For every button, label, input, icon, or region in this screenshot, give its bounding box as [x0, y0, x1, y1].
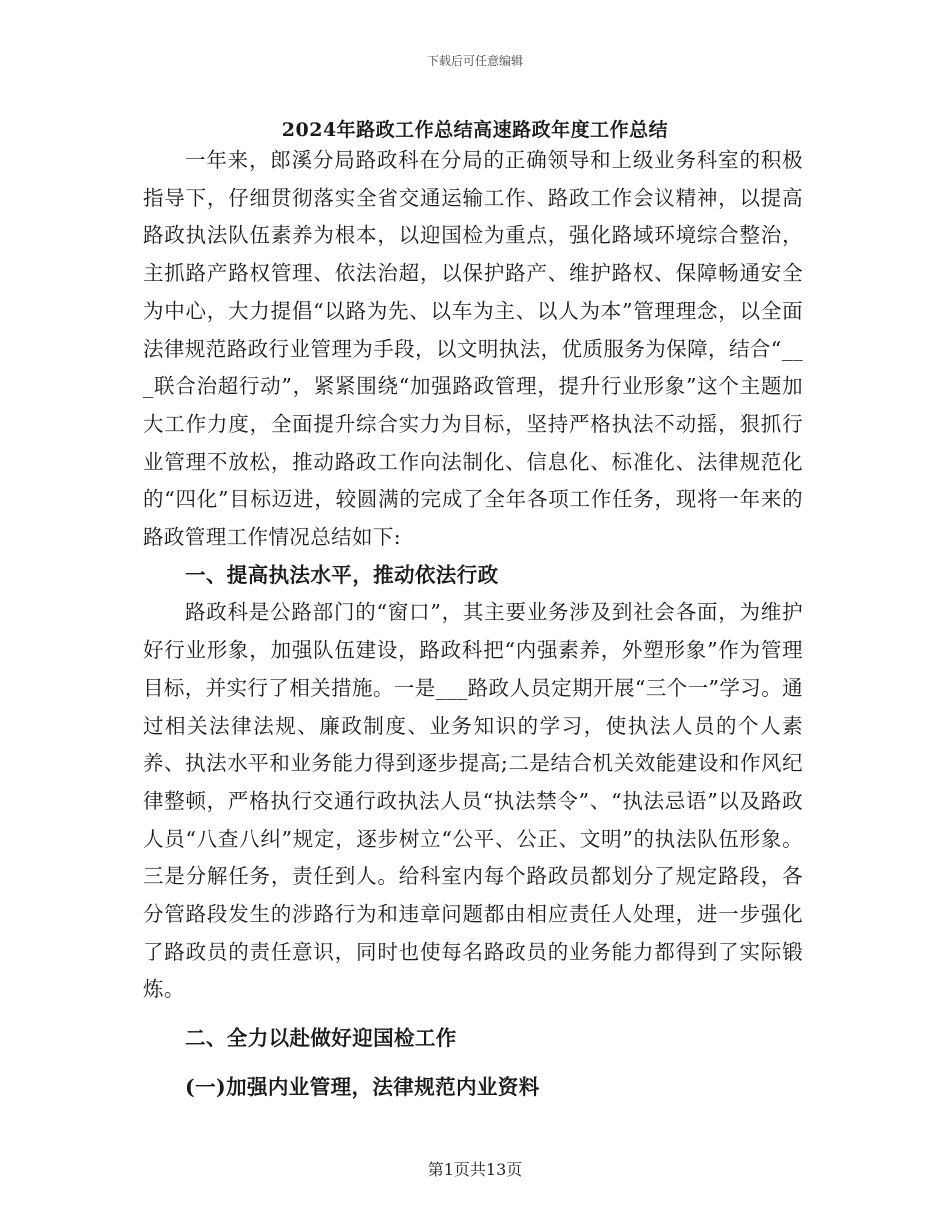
intro-paragraph: 一年来，郎溪分局路政科在分局的正确领导和上级业务科室的积极指导下，仔细贯彻落实全省交通运输工作、路政工作会议精神，以提高路政执法队伍素养为根本，以迎国检为重点，强化路域环境综合整治，主抓路产路权管理、依法治超，以保护路产、维护路权、保障畅通安全为中心，大力提倡“以路为先、以车为主、以人为本”管理理念，以全面法律规范路政行业管理为手段，以文明执法，优质服务为保障，结合“___联合治超行动”，紧紧围绕“加强路政管理，提升行业形象”这个主题加大工作力度，全面提升综合实力为目标，坚持严格执法不动摇，狠抓行业管理不放松，推动路政工作向法制化、信息化、标准化、法律规范化的“四化”目标迈进，较圆满的完成了全年各项工作任务，现将一年来的路政管理工作情况总结如下: [143, 148, 803, 550]
header-note: 下载后可任意编辑 [426, 54, 523, 68]
page-footer: 第1页共13页 [427, 1160, 523, 1179]
page-title: 2024年路政工作总结高速路政年度工作总结 [281, 119, 669, 141]
section-heading-1: 一、提高执法水平，推动依法行政 [185, 562, 499, 587]
section1-paragraph: 路政科是公路部门的“窗口”，其主要业务涉及到社会各面，为维护好行业形象，加强队伍建设，路政科把“内强素养，外塑形象”作为管理目标，并实行了相关措施。一是___路政人员定期开展“三个一”学习。通过相关法律法规、廉政制度、业务知识的学习，使执法人员的个人素养、执法水平和业务能力得到逐步提高;二是结合机关效能建设和作风纪律整顿，严格执行交通行政执法人员“执法禁令”、“执法忌语”以及路政人员“八查八纠”规定，逐步树立“公平、公正、文明”的执法队伍形象。三是分解任务，责任到人。给科室内每个路政员都划分了规定路段，各分管路段发生的涉路行为和违章问题都由相应责任人处理，进一步强化了路政员的责任意识，同时也使每名路政员的业务能力都得到了实际锻炼。 [143, 600, 803, 1002]
subsection-heading-2-1: (一)加强内业管理，法律规范内业资料 [185, 1074, 540, 1099]
section-heading-2: 二、全力以赴做好迎国检工作 [185, 1026, 457, 1051]
document-body [143, 142, 803, 1107]
